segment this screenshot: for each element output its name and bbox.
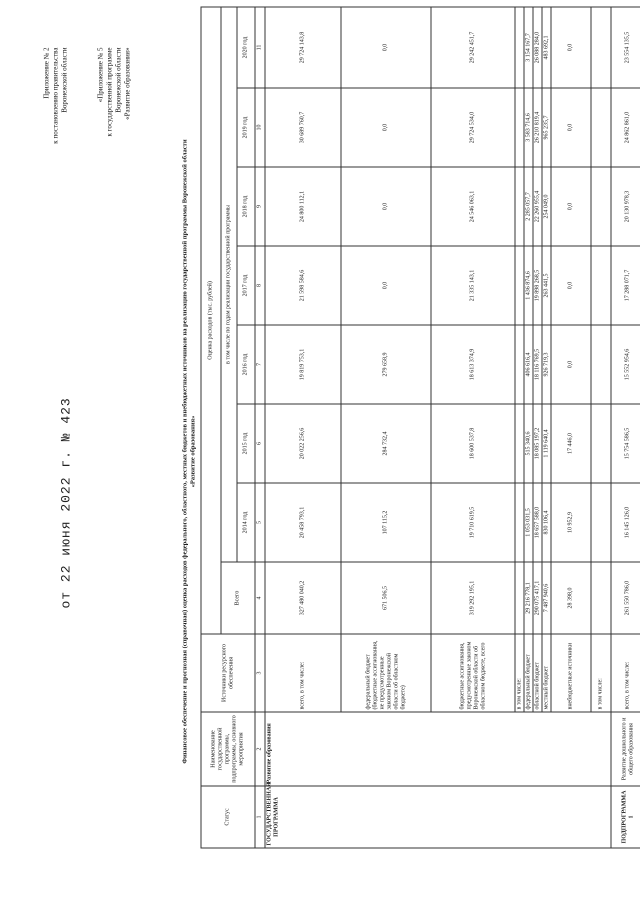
value-cell: 0,0 xyxy=(551,167,591,246)
annex-header xyxy=(43,48,70,144)
value-cell: 327 480 040,2 xyxy=(265,562,341,634)
value-cell: 1 436 874,6 xyxy=(524,246,533,325)
annex-line: «Развитие образования» xyxy=(123,47,132,120)
header-year: 2020 год xyxy=(237,7,255,88)
header-total: Всего xyxy=(221,562,255,634)
value-cell: 0,0 xyxy=(551,325,591,404)
incl-status: в том числе: xyxy=(591,634,611,712)
value-cell: 17 446,0 xyxy=(551,404,591,483)
value-cell: 10 952,9 xyxy=(551,483,591,562)
value-cell: 7 487 940,6 xyxy=(542,562,551,634)
column-number: 4 xyxy=(255,562,265,634)
value-cell: 30 689 760,7 xyxy=(265,88,341,167)
value-cell: 107 115,2 xyxy=(341,483,431,562)
value-cell: 23 554 135,5 xyxy=(611,7,640,88)
header-year: 2015 год xyxy=(237,404,255,483)
value-cell: 19 819 753,1 xyxy=(265,325,341,404)
value-cell: 15 552 954,6 xyxy=(611,325,640,404)
value-cell: 26 088 284,0 xyxy=(533,7,542,88)
source-cell: бюджетные ассигнования, предусмотренные законом Воронежской области об областном бюджете, всего xyxy=(431,634,515,712)
subprogram-name: Развитие дошкольного и общего образования xyxy=(611,712,640,786)
header-name: Наименование государственной программы, подпрограммы, основного мероприятия xyxy=(201,712,255,786)
header-source: Источники ресурсного обеспечения xyxy=(201,634,255,712)
value-cell: 263 441,5 xyxy=(542,246,551,325)
header-year: 2016 год xyxy=(237,325,255,404)
value-cell: 18 116 769,5 xyxy=(533,325,542,404)
date-stamp: от 22 июня 2022 г. № 423 xyxy=(58,397,74,609)
value-cell: 18 657 588,0 xyxy=(533,483,542,562)
value-cell: 1 119 640,4 xyxy=(542,404,551,483)
column-number: 11 xyxy=(255,7,265,88)
value-cell: 0,0 xyxy=(341,88,431,167)
financing-table xyxy=(201,6,640,848)
value-cell: 0,0 xyxy=(551,7,591,88)
source-cell: федеральный бюджет xyxy=(524,634,533,712)
value-cell: 3 154 167,7 xyxy=(524,7,533,88)
value-cell: 26 210 819,4 xyxy=(533,88,542,167)
annex-line: Воронежской области xyxy=(114,47,123,113)
value-cell: 830 106,4 xyxy=(542,483,551,562)
value-cell: 29 242 451,7 xyxy=(431,7,515,88)
title-line: «Развитие образования» xyxy=(189,415,197,488)
value-cell: 0,0 xyxy=(551,88,591,167)
value-cell: 21 335 143,1 xyxy=(431,246,515,325)
annex-line: к государственной программе xyxy=(105,47,114,137)
value-cell: 279 658,9 xyxy=(341,325,431,404)
subprogram-status: ПОДПРОГРАММА 1 xyxy=(611,786,640,848)
value-cell: 19 710 619,5 xyxy=(431,483,515,562)
source-cell: всего, в том числе: xyxy=(611,634,640,712)
table-row xyxy=(611,7,640,848)
value-cell: 24 862 861,0 xyxy=(611,88,640,167)
header-year: 2019 год xyxy=(237,88,255,167)
header-year: 2018 год xyxy=(237,167,255,246)
value-cell: 20 022 256,6 xyxy=(265,404,341,483)
rotated-page xyxy=(1,0,640,905)
value-cell: 284 732,4 xyxy=(341,404,431,483)
value-cell: 19 898 268,5 xyxy=(533,246,542,325)
value-cell: 22 260 955,4 xyxy=(533,167,542,246)
table-row xyxy=(265,7,341,848)
column-number: 1 xyxy=(255,786,265,848)
source-cell: внебюджетные источники xyxy=(551,634,591,712)
value-cell: 18 613 374,9 xyxy=(431,325,515,404)
column-number: 9 xyxy=(255,167,265,246)
source-cell: местный бюджет xyxy=(542,634,551,712)
value-cell: 29 216 778,1 xyxy=(524,562,533,634)
value-cell: 24 800 112,1 xyxy=(265,167,341,246)
header-status: Статус xyxy=(201,786,255,848)
value-cell: 406 616,4 xyxy=(524,325,533,404)
value-cell: 20 458 793,1 xyxy=(265,483,341,562)
column-number: 7 xyxy=(255,325,265,404)
value-cell: 0,0 xyxy=(341,167,431,246)
value-cell: 3 583 714,6 xyxy=(524,88,533,167)
value-cell: 0,0 xyxy=(341,246,431,325)
annex-line: к постановлению правительства xyxy=(51,47,60,144)
value-cell: 254 049,0 xyxy=(542,167,551,246)
annex-program-header xyxy=(97,48,133,137)
value-cell: 0,0 xyxy=(551,246,591,325)
value-cell: 24 546 063,1 xyxy=(431,167,515,246)
value-cell: 319 292 195,1 xyxy=(431,562,515,634)
header-by-years: в том числе по годам реализации государственной программы xyxy=(221,7,237,562)
header-year: 2017 год xyxy=(237,246,255,325)
column-number-row xyxy=(255,7,265,848)
source-cell: федеральный бюджет (бюджетные ассигнования, не предусмотренные законом Воронежской области об областном бюджете) xyxy=(341,634,431,712)
value-cell: 20 130 978,3 xyxy=(611,167,640,246)
value-cell: 965 235,7 xyxy=(542,88,551,167)
header-year: 2014 год xyxy=(237,483,255,562)
value-cell: 1 053 031,5 xyxy=(524,483,533,562)
source-cell: областной бюджет xyxy=(533,634,542,712)
source-cell: в том числе: xyxy=(515,634,524,712)
annex-line: Приложение № 2 xyxy=(42,47,51,99)
value-cell: 0,0 xyxy=(341,7,431,88)
column-number: 2 xyxy=(255,712,265,786)
value-cell: 926 719,3 xyxy=(542,325,551,404)
value-cell: 29 724 534,0 xyxy=(431,88,515,167)
program-name: Развитие образования xyxy=(265,712,611,786)
value-cell: 18 600 537,8 xyxy=(431,404,515,483)
column-number: 5 xyxy=(255,483,265,562)
column-number: 6 xyxy=(255,404,265,483)
column-number: 8 xyxy=(255,246,265,325)
value-cell: 515 340,6 xyxy=(524,404,533,483)
program-status: ГОСУДАРСТВЕННАЯ ПРОГРАММА xyxy=(265,786,611,848)
value-cell: 21 598 584,6 xyxy=(265,246,341,325)
value-cell: 671 506,5 xyxy=(341,562,431,634)
value-cell: 483 692,1 xyxy=(542,7,551,88)
column-number: 10 xyxy=(255,88,265,167)
column-number: 3 xyxy=(255,634,265,712)
value-cell: 15 754 586,5 xyxy=(611,404,640,483)
title-line: Финансовое обеспечение и прогнозная (справочная) оценка расходов федерального, областного, местных бюджетов и внебюджетных источников на реализацию государственной программы Воронежской области xyxy=(181,139,189,764)
value-cell: 28 398,0 xyxy=(551,562,591,634)
value-cell: 29 724 143,8 xyxy=(265,7,341,88)
value-cell: 16 145 126,0 xyxy=(611,483,640,562)
value-cell: 2 285 057,7 xyxy=(524,167,533,246)
source-cell: всего, в том числе: xyxy=(265,634,341,712)
value-cell: 17 288 071,7 xyxy=(611,246,640,325)
document-title xyxy=(182,57,198,847)
annex-line: Воронежской области xyxy=(60,47,69,113)
header-estimate: Оценка расходов (тыс. рублей) xyxy=(201,7,221,634)
value-cell: 18 085 197,2 xyxy=(533,404,542,483)
annex-line: «Приложение № 5 xyxy=(96,47,105,103)
value-cell: 290 075 417,1 xyxy=(533,562,542,634)
value-cell: 261 550 786,0 xyxy=(611,562,640,634)
